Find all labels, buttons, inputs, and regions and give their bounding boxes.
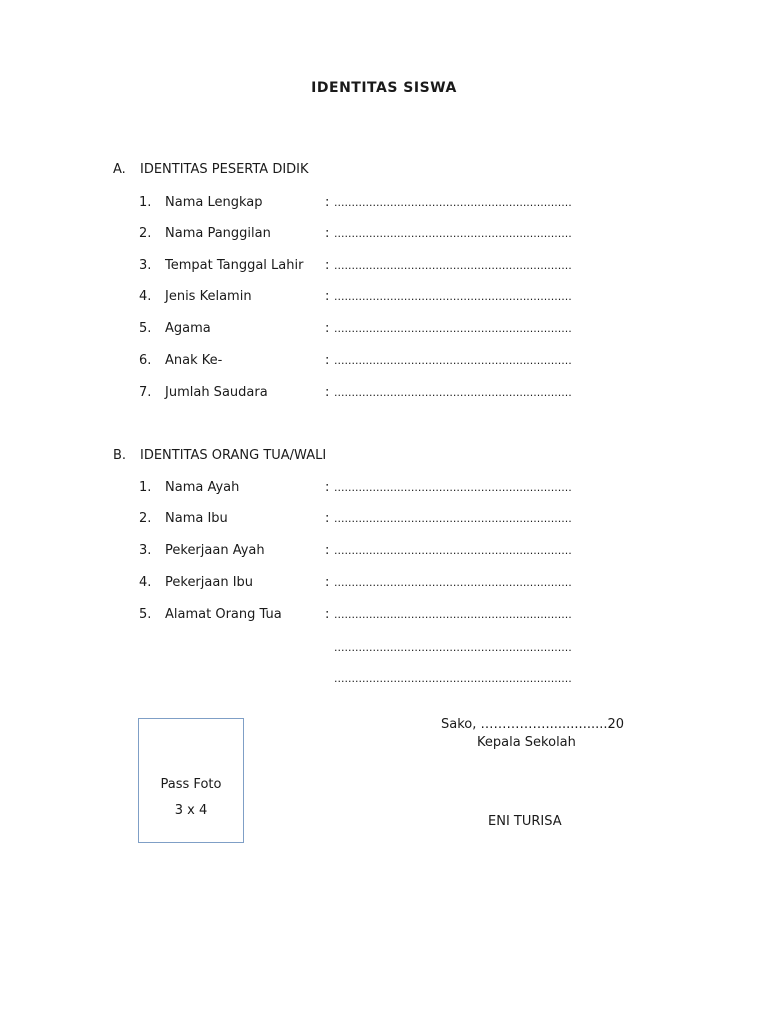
row-fill-line: ....................................................................	[334, 259, 572, 272]
row-fill-line: ....................................................................	[334, 512, 572, 525]
row-fill-line: ....................................................................	[334, 576, 572, 589]
row-number: 3.	[139, 543, 152, 558]
photo-label: Pass Foto	[160, 777, 222, 792]
row-number: 2.	[139, 226, 152, 241]
row-number: 4.	[139, 575, 152, 590]
row-number: 5.	[139, 607, 152, 622]
row-colon: :	[325, 258, 330, 273]
row-number: 3.	[139, 258, 152, 273]
row-label: Nama Ayah	[165, 480, 240, 495]
row-colon: :	[325, 385, 330, 400]
row-label: Alamat Orang Tua	[165, 607, 282, 622]
row-fill-line: ....................................................................	[334, 290, 572, 303]
row-colon: :	[325, 511, 330, 526]
row-fill-line: ....................................................................	[334, 196, 572, 209]
row-label: Anak Ke-	[165, 353, 223, 368]
row-number: 5.	[139, 321, 152, 336]
row-label: Tempat Tanggal Lahir	[165, 258, 304, 273]
row-fill-line: ....................................................................	[334, 544, 572, 557]
row-colon: :	[325, 321, 330, 336]
row-fill-line: ....................................................................	[334, 322, 572, 335]
row-colon: :	[325, 353, 330, 368]
section-b-title: IDENTITAS ORANG TUA/WALI	[140, 448, 327, 463]
photo-placeholder-box	[138, 718, 244, 843]
address-extra-line-2: ....................................................................	[334, 672, 572, 685]
row-label: Pekerjaan Ibu	[165, 575, 254, 590]
row-colon: :	[325, 543, 330, 558]
signature-name: ENI TURISA	[488, 814, 562, 829]
row-colon: :	[325, 226, 330, 241]
row-colon: :	[325, 289, 330, 304]
row-fill-line: ....................................................................	[334, 386, 572, 399]
row-number: 1.	[139, 195, 152, 210]
row-number: 2.	[139, 511, 152, 526]
row-number: 6.	[139, 353, 152, 368]
row-number: 7.	[139, 385, 152, 400]
photo-size-label: 3 x 4	[174, 803, 208, 818]
row-label: Nama Panggilan	[165, 226, 271, 241]
section-b-heading	[113, 448, 326, 463]
row-label: Pekerjaan Ayah	[165, 543, 265, 558]
signature-place-date: Sako, ……………...............20	[441, 717, 625, 732]
row-fill-line: ....................................................................	[334, 481, 572, 494]
row-fill-line: ....................................................................	[334, 608, 572, 621]
page-title: IDENTITAS SISWA	[311, 80, 457, 96]
row-label: Jumlah Saudara	[165, 385, 268, 400]
row-label: Nama Lengkap	[165, 195, 263, 210]
row-colon: :	[325, 480, 330, 495]
section-a-letter: A.	[113, 162, 126, 177]
row-label: Nama Ibu	[165, 511, 228, 526]
row-colon: :	[325, 195, 330, 210]
row-fill-line: ....................................................................	[334, 227, 572, 240]
address-extra-line-1: ....................................................................	[334, 641, 572, 654]
section-a-heading	[113, 162, 309, 177]
row-colon: :	[325, 575, 330, 590]
section-a-title: IDENTITAS PESERTA DIDIK	[140, 162, 309, 177]
row-number: 4.	[139, 289, 152, 304]
row-label: Agama	[165, 321, 211, 336]
section-b-letter: B.	[113, 448, 127, 463]
row-number: 1.	[139, 480, 152, 495]
row-colon: :	[325, 607, 330, 622]
row-label: Jenis Kelamin	[165, 289, 252, 304]
signature-role: Kepala Sekolah	[477, 735, 576, 750]
row-fill-line: ....................................................................	[334, 354, 572, 367]
